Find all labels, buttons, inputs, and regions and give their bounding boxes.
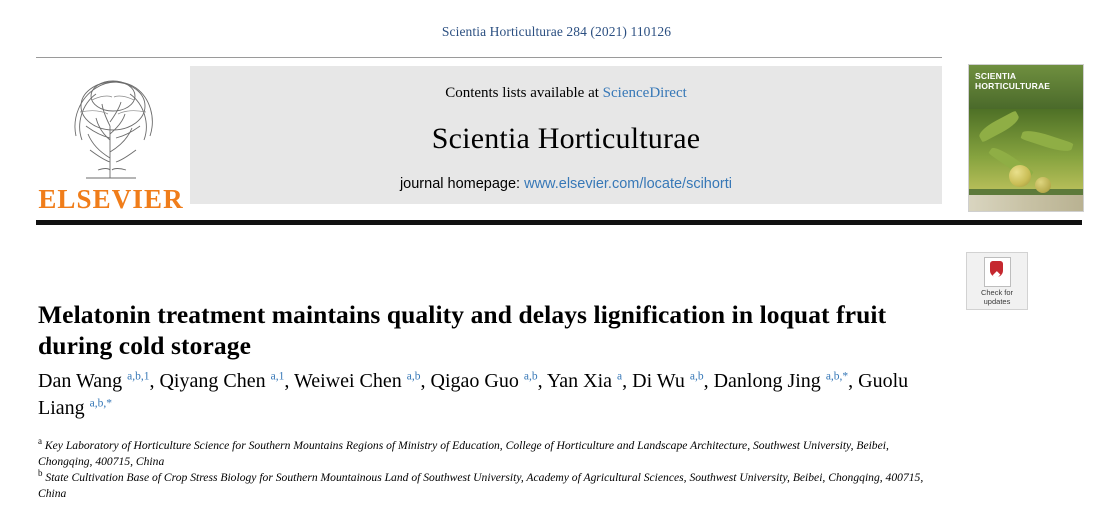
author-separator: ,: [420, 370, 431, 392]
author-list: [38, 368, 938, 422]
sciencedirect-link[interactable]: ScienceDirect: [602, 85, 687, 101]
author-affiliation-marks: a,b: [406, 370, 421, 383]
author-name: Qiyang Chen: [159, 370, 271, 392]
affiliation-text: Key Laboratory of Horticulture Science for Southern Mountains Regions of Ministry of Education, College of Horticulture and Landscape Architecture, Southwest University, Beibei, Chongqing, 400715, China: [38, 439, 889, 468]
crossmark-label-line1: Check for: [980, 288, 1014, 297]
author-separator: ,: [149, 370, 160, 392]
author-affiliation-marks: a: [617, 370, 623, 383]
author-name: Danlong Jing: [713, 370, 826, 392]
author-name: Guolu Liang: [38, 370, 909, 419]
author-name: Weiwei Chen: [293, 370, 407, 392]
masthead-top-rule: [36, 57, 942, 58]
cover-bottom-strip: [969, 195, 1083, 211]
affiliation-text: State Cultivation Base of Crop Stress Biology for Southern Mountainous Land of Southwest University, Academy of Agricultural Sciences, Southwest University, Beibei, Chongqing, 400715, China: [38, 471, 924, 500]
contents-line: [190, 85, 942, 102]
journal-title: Scientia Horticulturae: [431, 122, 701, 155]
cover-journal-title: SCIENTIA HORTICULTURAE: [975, 71, 1051, 91]
check-for-updates-badge[interactable]: [966, 252, 1028, 310]
page-title: Melatonin treatment maintains quality and delays lignification in loquat fruit during cold storage: [38, 300, 887, 361]
crossmark-shield-icon: [984, 257, 1011, 287]
elsevier-logo: [36, 66, 186, 212]
author-affiliation-marks: a,b,*: [89, 397, 113, 410]
journal-homepage-line: [190, 176, 942, 192]
journal-homepage-link[interactable]: www.elsevier.com/locate/scihorti: [524, 176, 733, 192]
author-affiliation-marks: a,b: [689, 370, 704, 383]
journal-cover-thumbnail: [968, 64, 1084, 212]
elsevier-wordmark: ELSEVIER: [38, 184, 184, 214]
affiliation-mark: b: [38, 468, 43, 479]
author-name: Dan Wang: [38, 370, 128, 392]
affiliation-item: [38, 438, 938, 469]
affiliation-list: [38, 438, 938, 502]
author-separator: ,: [703, 370, 714, 392]
author-separator: ,: [848, 370, 859, 392]
contents-prefix: Contents lists available at: [445, 85, 603, 101]
author-affiliation-marks: a,b,1: [127, 370, 150, 383]
author-affiliation-marks: a,b: [523, 370, 538, 383]
running-head: Scientia Horticulturae 284 (2021) 110126: [441, 24, 672, 39]
author-name: Di Wu: [632, 370, 690, 392]
masthead-bottom-rule: [36, 220, 1082, 225]
cover-loquat-fruit: [1035, 177, 1051, 193]
author-name: Yan Xia: [546, 370, 618, 392]
cover-loquat-fruit: [1009, 165, 1031, 187]
journal-masthead: [36, 57, 1082, 212]
author-name: Qigao Guo: [430, 370, 524, 392]
author-affiliation-marks: a,b,*: [825, 370, 849, 383]
author-affiliation-marks: a,1: [270, 370, 285, 383]
affiliation-item: [38, 470, 938, 501]
author-separator: ,: [537, 370, 547, 392]
journal-band: [190, 66, 942, 204]
author-separator: ,: [284, 370, 294, 392]
elsevier-tree-icon: [46, 66, 176, 188]
crossmark-label-line2: updates: [983, 297, 1011, 306]
affiliation-mark: a: [38, 436, 42, 447]
author-separator: ,: [622, 370, 633, 392]
homepage-prefix: journal homepage:: [399, 176, 525, 192]
